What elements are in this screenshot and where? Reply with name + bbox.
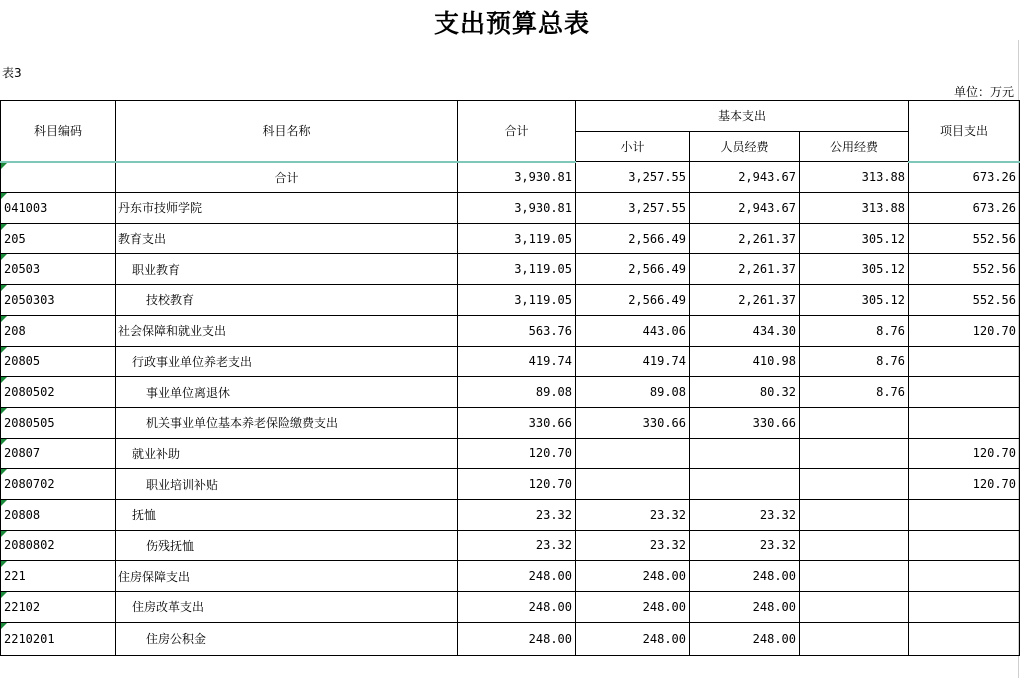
- cell-code-text: 041003: [4, 200, 48, 215]
- cell-name: 教育支出: [116, 223, 458, 254]
- cell-marker-icon: [1, 254, 7, 260]
- cell-public: [800, 469, 909, 500]
- cell-marker-icon: [1, 592, 7, 598]
- cell-public: [800, 438, 909, 469]
- cell-total: 248.00: [458, 622, 576, 655]
- cell-marker-icon: [1, 561, 7, 567]
- cell-name: 住房保障支出: [116, 561, 458, 592]
- cell-total: 3,119.05: [458, 285, 576, 316]
- cell-name: 住房改革支出: [116, 592, 458, 623]
- cell-total: 120.70: [458, 469, 576, 500]
- cell-project: [909, 377, 1020, 408]
- cell-project: [909, 561, 1020, 592]
- cell-project: 673.26: [909, 162, 1020, 193]
- cell-name: 技校教育: [116, 285, 458, 316]
- cell-total: 89.08: [458, 377, 576, 408]
- cell-name: 社会保障和就业支出: [116, 315, 458, 346]
- table-row: [1, 193, 1020, 224]
- cell-subtotal: 248.00: [576, 622, 690, 655]
- cell-project: [909, 499, 1020, 530]
- cell-project: 552.56: [909, 223, 1020, 254]
- cell-project: 120.70: [909, 438, 1020, 469]
- cell-total: 3,930.81: [458, 162, 576, 193]
- page-title: 支出预算总表: [433, 9, 590, 38]
- cell-code-text: 221: [4, 569, 26, 584]
- cell-code: [1, 285, 116, 316]
- cell-code: [1, 622, 116, 655]
- table-row: [1, 254, 1020, 285]
- cell-name: 抚恤: [116, 499, 458, 530]
- cell-name: 丹东市技师学院: [116, 193, 458, 224]
- cell-subtotal: 3,257.55: [576, 162, 690, 193]
- cell-marker-icon: [1, 316, 7, 322]
- cell-marker-icon: [1, 408, 7, 414]
- cell-marker-icon: [1, 531, 7, 537]
- cell-total: 419.74: [458, 346, 576, 377]
- cell-code-text: 2210201: [4, 631, 55, 646]
- cell-code-text: 2050303: [4, 292, 55, 307]
- cell-marker-icon: [1, 347, 7, 353]
- cell-personnel: 248.00: [690, 592, 800, 623]
- cell-name: 职业教育: [116, 254, 458, 285]
- cell-code-text: 20805: [4, 354, 41, 369]
- header-total: 合计: [458, 101, 576, 162]
- cell-name: 职业培训补贴: [116, 469, 458, 500]
- cell-total: 248.00: [458, 592, 576, 623]
- cell-public: 305.12: [800, 285, 909, 316]
- cell-subtotal: 419.74: [576, 346, 690, 377]
- cell-public: 313.88: [800, 162, 909, 193]
- cell-code-text: 20503: [4, 262, 41, 277]
- budget-table: [0, 100, 1020, 656]
- cell-code: [1, 592, 116, 623]
- cell-project: [909, 592, 1020, 623]
- cell-code-text: 2080502: [4, 385, 55, 400]
- unit-label: 单位：万元: [953, 85, 1014, 99]
- cell-public: 8.76: [800, 315, 909, 346]
- cell-subtotal: 248.00: [576, 592, 690, 623]
- cell-personnel: 434.30: [690, 315, 800, 346]
- cell-public: [800, 530, 909, 561]
- cell-marker-icon: [1, 469, 7, 475]
- cell-name: 就业补助: [116, 438, 458, 469]
- table-row: [1, 377, 1020, 408]
- cell-code: [1, 315, 116, 346]
- cell-total: 3,930.81: [458, 193, 576, 224]
- cell-code: [1, 561, 116, 592]
- cell-subtotal: 330.66: [576, 407, 690, 438]
- cell-subtotal: 23.32: [576, 530, 690, 561]
- table-row: [1, 407, 1020, 438]
- cell-personnel: 248.00: [690, 561, 800, 592]
- cell-total: 23.32: [458, 530, 576, 561]
- cell-public: 313.88: [800, 193, 909, 224]
- cell-personnel: 330.66: [690, 407, 800, 438]
- table-row: [1, 315, 1020, 346]
- cell-code-text: 205: [4, 231, 26, 246]
- header-name: 科目名称: [116, 101, 458, 162]
- cell-total: 120.70: [458, 438, 576, 469]
- table-row: [1, 438, 1020, 469]
- cell-code: [1, 346, 116, 377]
- cell-subtotal: 23.32: [576, 499, 690, 530]
- header-project: 项目支出: [909, 101, 1020, 162]
- table-body: [1, 162, 1020, 655]
- cell-code-text: 2080505: [4, 415, 55, 430]
- cell-name: 住房公积金: [116, 622, 458, 655]
- table-row: [1, 469, 1020, 500]
- cell-code-text: 208: [4, 323, 26, 338]
- cell-code: [1, 469, 116, 500]
- cell-marker-icon: [1, 623, 7, 629]
- header-basic: 基本支出: [576, 101, 909, 132]
- cell-marker-icon: [1, 285, 7, 291]
- cell-code: [1, 438, 116, 469]
- cell-marker-icon: [1, 163, 7, 169]
- cell-code-text: 20808: [4, 507, 41, 522]
- cell-name: 伤残抚恤: [116, 530, 458, 561]
- table-row: [1, 592, 1020, 623]
- cell-subtotal: 2,566.49: [576, 285, 690, 316]
- cell-public: [800, 622, 909, 655]
- cell-code-text: 20807: [4, 446, 41, 461]
- cell-project: 120.70: [909, 469, 1020, 500]
- cell-personnel: 2,943.67: [690, 162, 800, 193]
- cell-personnel: [690, 438, 800, 469]
- cell-code: [1, 530, 116, 561]
- cell-public: 305.12: [800, 223, 909, 254]
- cell-subtotal: 443.06: [576, 315, 690, 346]
- cell-subtotal: [576, 438, 690, 469]
- cell-personnel: 23.32: [690, 499, 800, 530]
- cell-code: [1, 407, 116, 438]
- cell-code: [1, 162, 116, 193]
- table-row: [1, 499, 1020, 530]
- cell-project: 673.26: [909, 193, 1020, 224]
- cell-code-text: 2080702: [4, 477, 55, 492]
- table-row: [1, 285, 1020, 316]
- header-personnel: 人员经费: [690, 131, 800, 162]
- cell-code: [1, 377, 116, 408]
- table-row: [1, 346, 1020, 377]
- cell-marker-icon: [1, 439, 7, 445]
- cell-marker-icon: [1, 224, 7, 230]
- cell-total: 248.00: [458, 561, 576, 592]
- cell-personnel: 2,261.37: [690, 254, 800, 285]
- table-row: [1, 622, 1020, 655]
- cell-code: [1, 223, 116, 254]
- cell-public: 8.76: [800, 346, 909, 377]
- cell-total: 3,119.05: [458, 254, 576, 285]
- cell-name: 行政事业单位养老支出: [116, 346, 458, 377]
- cell-marker-icon: [1, 377, 7, 383]
- cell-code: [1, 499, 116, 530]
- cell-marker-icon: [1, 193, 7, 199]
- cell-personnel: 248.00: [690, 622, 800, 655]
- table-row: [1, 223, 1020, 254]
- cell-personnel: 2,261.37: [690, 285, 800, 316]
- cell-public: [800, 407, 909, 438]
- cell-personnel: 80.32: [690, 377, 800, 408]
- cell-total: 563.76: [458, 315, 576, 346]
- cell-personnel: 2,943.67: [690, 193, 800, 224]
- cell-project: 120.70: [909, 315, 1020, 346]
- cell-subtotal: 2,566.49: [576, 254, 690, 285]
- cell-project: [909, 346, 1020, 377]
- cell-code-text: 2080802: [4, 538, 55, 553]
- cell-project: [909, 622, 1020, 655]
- cell-personnel: 410.98: [690, 346, 800, 377]
- cell-project: 552.56: [909, 254, 1020, 285]
- header-public: 公用经费: [800, 131, 909, 162]
- cell-public: [800, 499, 909, 530]
- cell-project: [909, 530, 1020, 561]
- cell-public: 8.76: [800, 377, 909, 408]
- cell-personnel: 2,261.37: [690, 223, 800, 254]
- table-row: [1, 162, 1020, 193]
- cell-project: 552.56: [909, 285, 1020, 316]
- cell-name: 事业单位离退休: [116, 377, 458, 408]
- cell-marker-icon: [1, 500, 7, 506]
- cell-personnel: [690, 469, 800, 500]
- header-subtotal: 小计: [576, 131, 690, 162]
- cell-personnel: 23.32: [690, 530, 800, 561]
- cell-subtotal: 248.00: [576, 561, 690, 592]
- cell-subtotal: 3,257.55: [576, 193, 690, 224]
- cell-project: [909, 407, 1020, 438]
- table-row: [1, 561, 1020, 592]
- cell-subtotal: 89.08: [576, 377, 690, 408]
- cell-code: [1, 193, 116, 224]
- cell-total: 330.66: [458, 407, 576, 438]
- cell-code: [1, 254, 116, 285]
- cell-name: 机关事业单位基本养老保险缴费支出: [116, 407, 458, 438]
- table-row: [1, 530, 1020, 561]
- cell-code-text: 22102: [4, 599, 41, 614]
- cell-total: 3,119.05: [458, 223, 576, 254]
- cell-name: 合计: [116, 162, 458, 193]
- cell-public: [800, 592, 909, 623]
- cell-subtotal: 2,566.49: [576, 223, 690, 254]
- header-code: 科目编码: [1, 101, 116, 162]
- table-number: 表3: [2, 66, 22, 80]
- cell-total: 23.32: [458, 499, 576, 530]
- cell-subtotal: [576, 469, 690, 500]
- cell-public: 305.12: [800, 254, 909, 285]
- cell-public: [800, 561, 909, 592]
